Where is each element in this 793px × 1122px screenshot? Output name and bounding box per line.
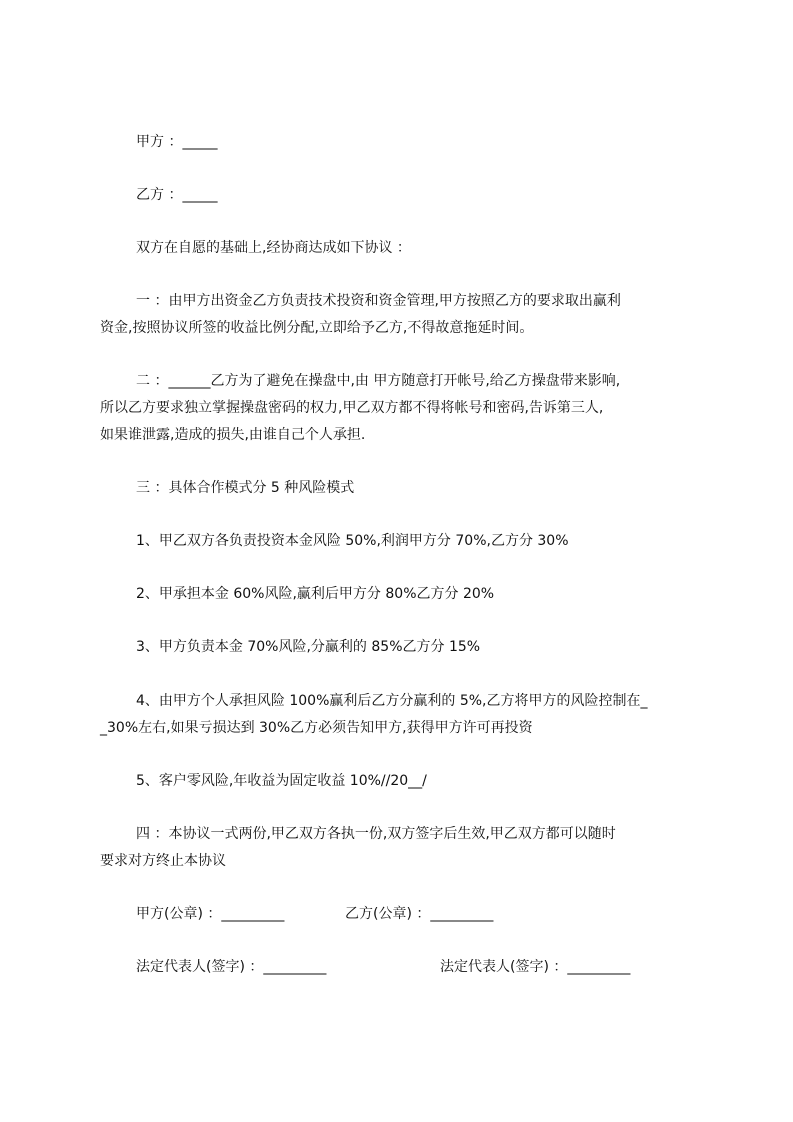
party-a-line: 甲方 ：_____ (136, 134, 218, 150)
mode-2-line: 2、甲承担本金 60%风险,赢利后甲方分 80%乙方分 20% (136, 586, 495, 602)
clause-1-line-2: 资金,按照协议所签的收益比例分配,立即给予乙方,不得故意拖延时间。 (100, 320, 534, 336)
clause-4-line-1: 四 ：本协议一式两份,甲乙双方各执一份,双方签字后生效,甲乙双方都可以随时 (136, 826, 616, 842)
intro-line: 双方在自愿的基础上,经协商达成如下协议 ： (136, 240, 411, 256)
mode-4-line-1: 4、由甲方个人承担风险 100%赢利后乙方分赢利的 5%,乙方将甲方的风险控制在_ (136, 693, 648, 709)
clause-2-line-1: 二 ：______乙方为了避免在操盘中,由 甲方随意打开帐号,给乙方操盘带来影响, (136, 373, 621, 389)
party-a-seal-field: 甲方(公章) ：_________ (136, 906, 285, 922)
mode-5-line: 5、客户零风险,年收益为固定收益 10%//20__/ (136, 773, 427, 789)
clause-4-line-2: 要求对方终止本协议 (100, 853, 226, 869)
party-b-seal-field: 乙方(公章) ：_________ (345, 906, 494, 922)
party-b-line: 乙方 ：_____ (136, 187, 218, 203)
clause-3-title: 三 ：具体合作模式分 5 种风险模式 (136, 480, 355, 496)
party-b-rep-field: 法定代表人(签字) ：_________ (440, 959, 631, 975)
clause-2-line-3: 如果谁泄露,造成的损失,由谁自己个人承担. (100, 427, 366, 443)
mode-1-line: 1、甲乙双方各负责投资本金风险 50%,利润甲方分 70%,乙方分 30% (136, 533, 569, 549)
mode-4-line-2: _30%左右,如果亏损达到 30%乙方必须告知甲方,获得甲方许可再投资 (100, 720, 533, 736)
clause-2-line-2: 所以乙方要求独立掌握操盘密码的权力,甲乙双方都不得将帐号和密码,告诉第三人, (100, 400, 604, 416)
mode-3-line: 3、甲方负责本金 70%风险,分赢利的 85%乙方分 15% (136, 639, 481, 655)
clause-1-line-1: 一 ：由甲方出资金乙方负责技术投资和资金管理,甲方按照乙方的要求取出赢利 (136, 293, 621, 309)
party-a-rep-field: 法定代表人(签字) ：_________ (136, 959, 327, 975)
